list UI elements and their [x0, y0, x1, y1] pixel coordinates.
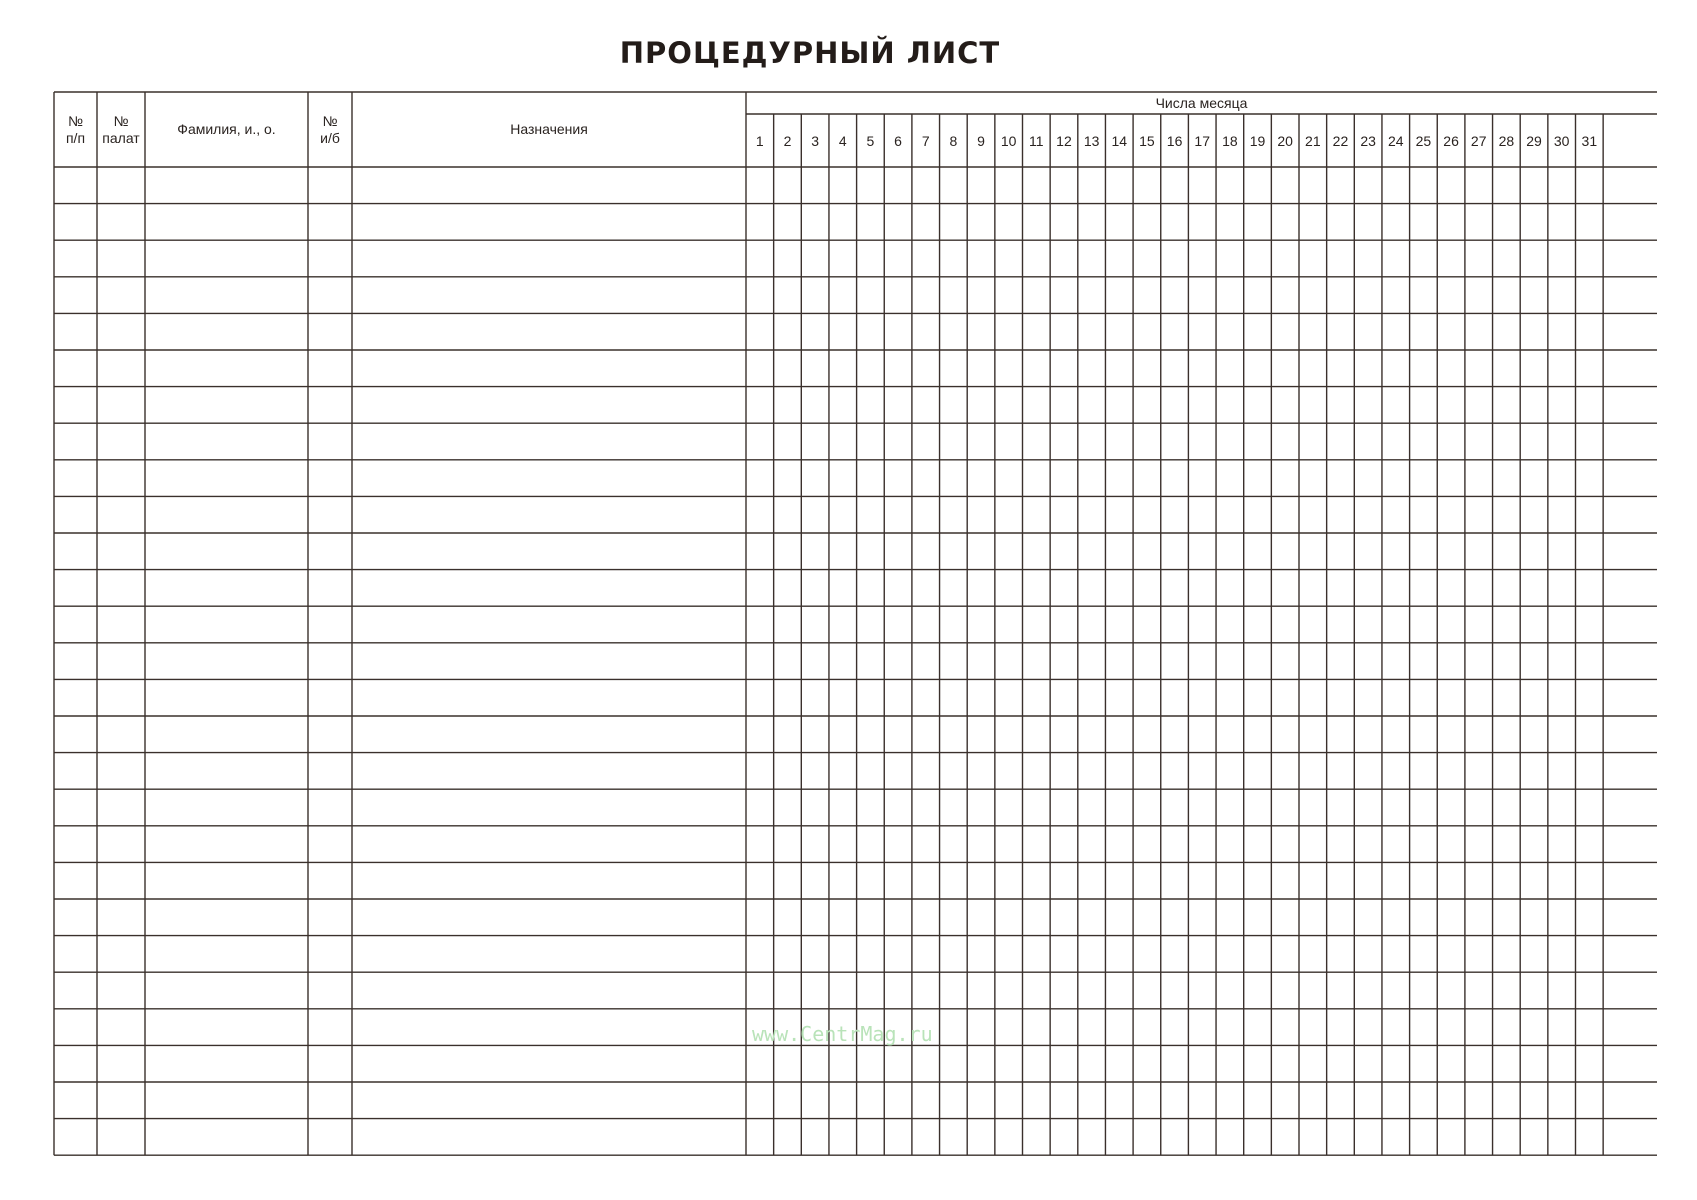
day-label: 24 — [1387, 133, 1404, 149]
header-num-line1: № — [67, 113, 84, 129]
header-history — [308, 113, 352, 147]
day-label: 28 — [1498, 133, 1515, 149]
day-label: 7 — [921, 133, 930, 149]
header-name: Фамилия, и., о. — [177, 121, 276, 137]
header-prescriptions: Назначения — [510, 121, 588, 137]
day-label: 10 — [1000, 133, 1017, 149]
header-ward-line1: № — [113, 113, 129, 129]
day-label: 30 — [1553, 133, 1570, 149]
header-num-line2: п/п — [65, 130, 86, 146]
day-label: 12 — [1056, 133, 1072, 149]
page-title: ПРОЦЕДУРНЫЙ ЛИСТ — [619, 36, 1001, 70]
header-history-line2: и/б — [320, 130, 340, 146]
day-label: 20 — [1277, 133, 1293, 149]
day-label: 9 — [977, 133, 985, 149]
day-label: 25 — [1415, 133, 1432, 149]
day-label: 18 — [1222, 133, 1238, 149]
day-label: 8 — [949, 133, 958, 149]
day-label: 16 — [1166, 133, 1183, 149]
day-label: 31 — [1581, 133, 1598, 149]
day-label: 23 — [1360, 133, 1376, 149]
header-history-line1: № — [322, 113, 338, 129]
day-label: 15 — [1139, 133, 1155, 149]
day-label: 6 — [894, 133, 902, 149]
day-label: 29 — [1526, 133, 1542, 149]
header-num — [54, 113, 97, 147]
header-ward — [97, 113, 145, 147]
watermark: www.CentrMag.ru — [752, 1022, 933, 1046]
day-label: 17 — [1194, 133, 1210, 149]
day-label: 27 — [1470, 133, 1487, 149]
day-label: 3 — [811, 133, 820, 149]
day-label: 22 — [1332, 133, 1349, 149]
day-label: 1 — [755, 133, 764, 149]
day-label: 14 — [1111, 133, 1128, 149]
day-label: 19 — [1249, 133, 1266, 149]
header-days-group: Числа месяца — [1155, 95, 1248, 111]
day-label: 2 — [783, 133, 792, 149]
day-label: 5 — [866, 133, 875, 149]
day-label: 11 — [1029, 133, 1044, 149]
day-label: 4 — [838, 133, 847, 149]
header-ward-line2: палат — [102, 130, 140, 146]
day-label: 13 — [1083, 133, 1100, 149]
day-label: 21 — [1305, 133, 1321, 149]
day-label: 26 — [1443, 133, 1459, 149]
